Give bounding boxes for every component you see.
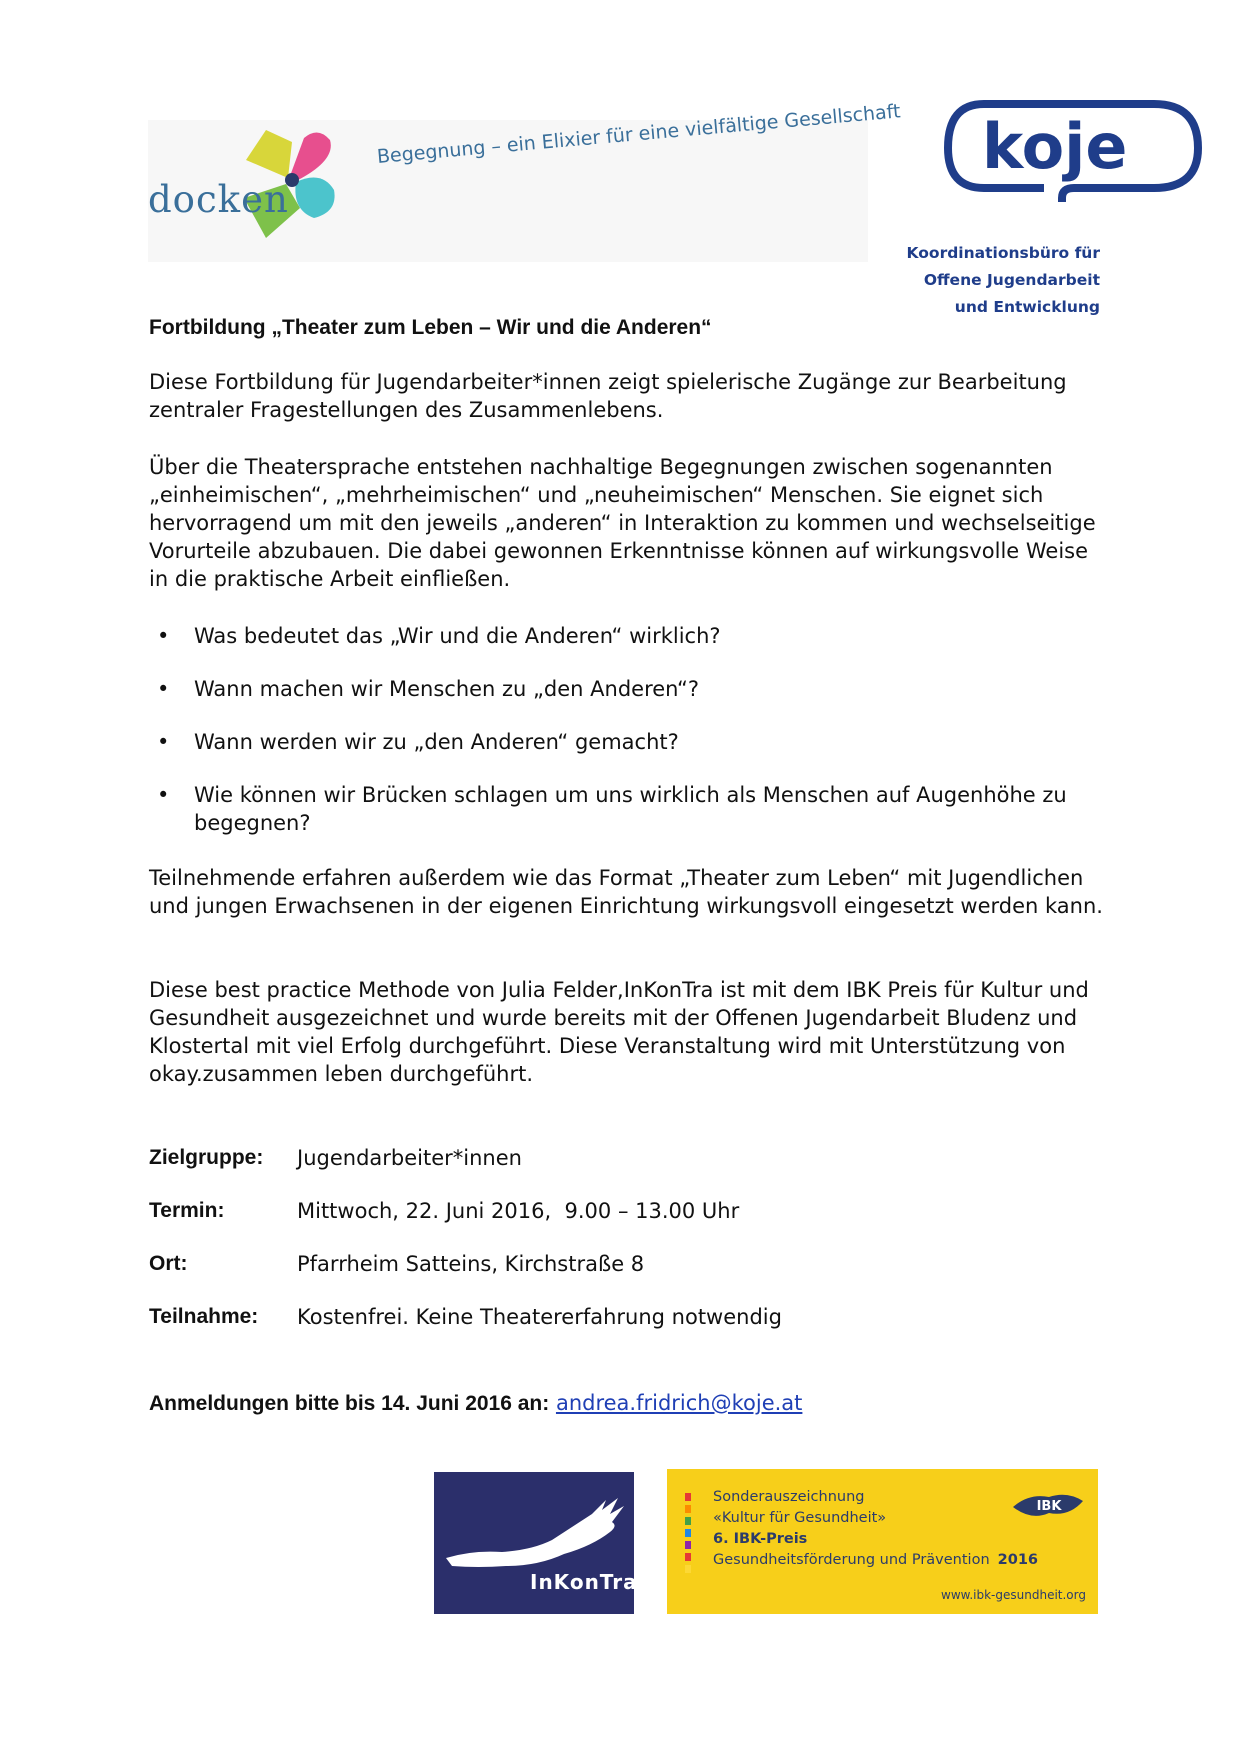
question-text: Wie können wir Brücken schlagen um uns wirklich als Menschen auf Augenhöhe zu begegnen? (194, 783, 1067, 835)
koje-subtitle (880, 240, 1100, 321)
registration-label: Anmeldungen bitte bis 14. Juni 2016 an: (149, 1392, 550, 1415)
question-text: Wann werden wir zu „den Anderen“ gemacht? (194, 730, 679, 754)
info-label: Zielgruppe: (149, 1146, 264, 1169)
ibk-url: www.ibk-gesundheit.org (941, 1588, 1086, 1602)
ibk-line: Gesundheitsförderung und Prävention (713, 1552, 990, 1568)
koje-wordmark: koje (982, 110, 1128, 183)
info-value: Pfarrheim Satteins, Kirchstraße 8 (297, 1252, 645, 1276)
list-item (149, 728, 1109, 756)
question-text: Was bedeutet das „Wir und die Anderen“ wirklich? (194, 624, 721, 648)
registration-email-link[interactable]: andrea.fridrich@koje.at (555, 1391, 803, 1415)
info-value: Mittwoch, 22. Juni 2016, 9.00 – 13.00 Uhr (297, 1199, 740, 1223)
ibk-line: Sonderauszeichnung (713, 1489, 865, 1505)
info-label: Ort: (149, 1252, 188, 1275)
bullet-icon: • (157, 677, 170, 701)
bullet-icon: • (157, 730, 170, 754)
info-label: Termin: (149, 1199, 225, 1222)
list-item (149, 675, 1109, 703)
list-item (149, 781, 1109, 837)
method-paragraph: Diese best practice Methode von Julia Felder,InKonTra ist mit dem IBK Preis für Kultur und Gesundheit ausgezeichnet und wurde bereits mit der Offenen Jugendarbeit Bludenz und Klostertal mit viel Erfolg durchgeführt. Diese Veranstaltung wird mit Unterstützung von okay.zusammen leben durchgeführt. (149, 978, 1089, 1086)
bullet-icon: • (157, 783, 170, 807)
docken-wordmark: docken (148, 178, 289, 221)
inkontra-wordmark: InKonTra (530, 1570, 638, 1594)
participants-paragraph: Teilnehmende erfahren außerdem wie das Format „Theater zum Leben“ mit Jugendlichen und jungen Erwachsenen in der eigenen Einrichtung wirkungsvoll eingesetzt werden kann. (149, 866, 1103, 918)
ibk-year: 2016 (997, 1552, 1038, 1568)
info-value: Kostenfrei. Keine Theatererfahrung notwendig (297, 1305, 782, 1329)
info-value: Jugendarbeiter*innen (297, 1146, 522, 1170)
document-title: Fortbildung „Theater zum Leben – Wir und die Anderen“ (149, 316, 712, 339)
description-paragraph: Über die Theatersprache entstehen nachhaltige Begegnungen zwischen sogenannten „einheimischen“, „mehrheimischen“ und „neuheimischen“ Menschen. Sie eignet sich hervorragend um mit den jeweils „anderen“ in Interaktion zu kommen und wechselseitige Vorurteile abzubauen. Die dabei gewonnen Erkenntnisse können auf wirkungsvolle Weise in die praktische Arbeit einfließen. (149, 455, 1096, 591)
koje-subtitle-line: Offene Jugendarbeit (923, 271, 1100, 289)
question-text: Wann machen wir Menschen zu „den Anderen“? (194, 677, 699, 701)
registration-line (149, 1391, 802, 1416)
info-label: Teilnahme: (149, 1305, 259, 1328)
ibk-line-row (713, 1550, 1038, 1571)
color-stripes-icon (685, 1493, 691, 1573)
koje-logo (944, 98, 1204, 208)
hand-icon (442, 1492, 628, 1572)
docken-tagline: Begegnung – ein Elixier für eine vielfältige Gesellschaft (376, 100, 902, 168)
docken-banner (148, 100, 902, 262)
ibk-line: «Kultur für Gesundheit» (713, 1510, 887, 1526)
ibk-logo-icon (1009, 1483, 1087, 1529)
ibk-mark-text: IBK (1036, 1499, 1062, 1514)
ibk-award-text (713, 1487, 1038, 1571)
ibk-award-badge (667, 1469, 1098, 1614)
koje-logo-mark (944, 98, 1204, 208)
inkontra-logo (434, 1472, 638, 1614)
list-item (149, 622, 1109, 650)
koje-subtitle-line: Koordinationsbüro für (906, 244, 1100, 262)
intro-paragraph: Diese Fortbildung für Jugendarbeiter*innen zeigt spielerische Zugänge zur Bearbeitung zentraler Fragestellungen des Zusammenlebens. (149, 370, 1067, 422)
question-list (149, 622, 1109, 862)
bullet-icon: • (157, 624, 170, 648)
ibk-line: 6. IBK-Preis (713, 1531, 808, 1547)
koje-subtitle-line: und Entwicklung (954, 298, 1100, 316)
